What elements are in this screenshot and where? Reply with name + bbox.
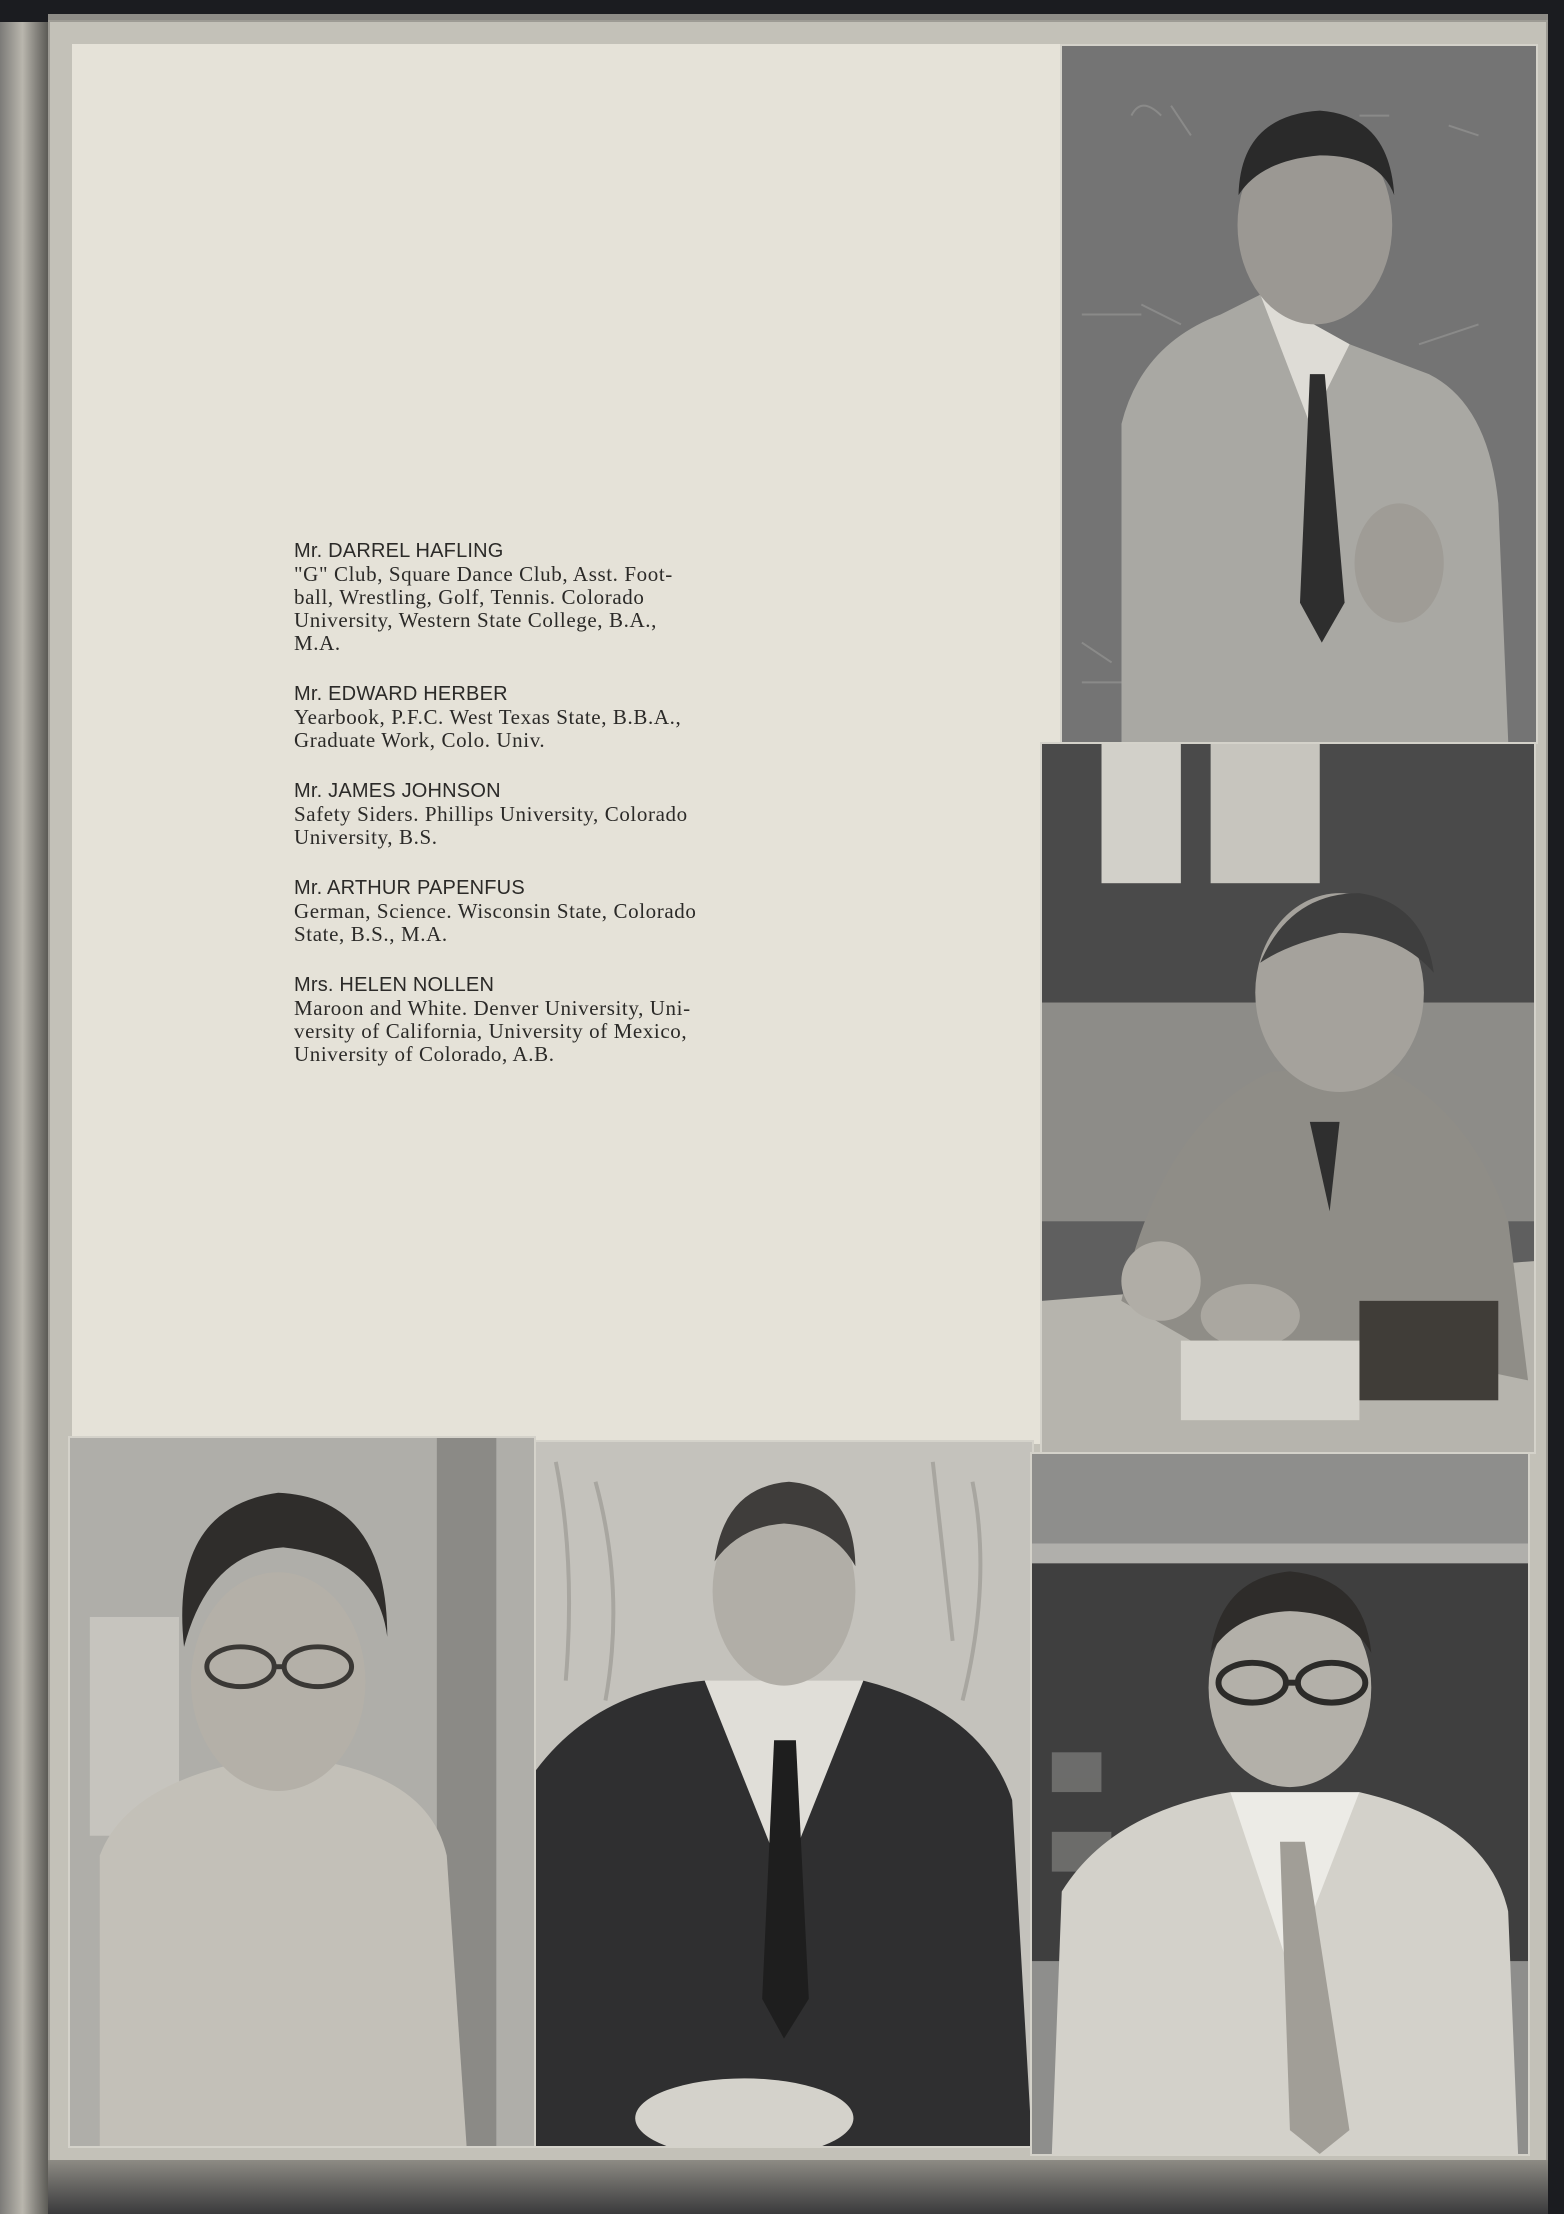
faculty-detail-line: University, B.S. — [294, 825, 438, 849]
faculty-detail-line: Safety Siders. Phillips University, Colorado — [294, 802, 688, 826]
faculty-detail-line: University of Colorado, A.B. — [294, 1042, 555, 1066]
caption-papenfus — [294, 877, 854, 946]
faculty-detail-line: State, B.S., M.A. — [294, 922, 448, 946]
page-bottom-edge — [48, 2160, 1548, 2214]
faculty-detail-line: versity of California, University of Mexico, — [294, 1019, 688, 1043]
faculty-captions — [294, 540, 854, 1094]
faculty-detail-line: Graduate Work, Colo. Univ. — [294, 728, 546, 752]
photo-teacher-chalkboard — [1060, 44, 1538, 744]
faculty-name: Mr. DARREL HAFLING — [294, 540, 504, 562]
caption-nollen — [294, 974, 854, 1066]
photo-teacher-dark-suit — [534, 1440, 1034, 2148]
book-spine — [0, 22, 50, 2214]
faculty-detail-line: German, Science. Wisconsin State, Colorado — [294, 899, 697, 923]
faculty-name: Mr. JAMES JOHNSON — [294, 780, 501, 802]
faculty-detail-line: ball, Wrestling, Golf, Tennis. Colorado — [294, 585, 645, 609]
faculty-detail-line: "G" Club, Square Dance Club, Asst. Foot- — [294, 562, 673, 586]
faculty-detail-line: Yearbook, P.F.C. West Texas State, B.B.A., — [294, 705, 682, 729]
photo-teacher-woman — [68, 1436, 536, 2148]
photo-teacher-light-jacket — [1030, 1452, 1530, 2156]
caption-hafling — [294, 540, 854, 655]
faculty-detail-line: University, Western State College, B.A., — [294, 608, 657, 632]
photo-teacher-desk — [1040, 742, 1536, 1454]
faculty-name: Mrs. HELEN NOLLEN — [294, 974, 495, 996]
caption-johnson — [294, 780, 854, 849]
faculty-name: Mr. EDWARD HERBER — [294, 683, 508, 705]
faculty-detail-line: Maroon and White. Denver University, Uni- — [294, 996, 691, 1020]
faculty-detail-line: M.A. — [294, 631, 341, 655]
caption-herber — [294, 683, 854, 752]
faculty-name: Mr. ARTHUR PAPENFUS — [294, 877, 525, 899]
